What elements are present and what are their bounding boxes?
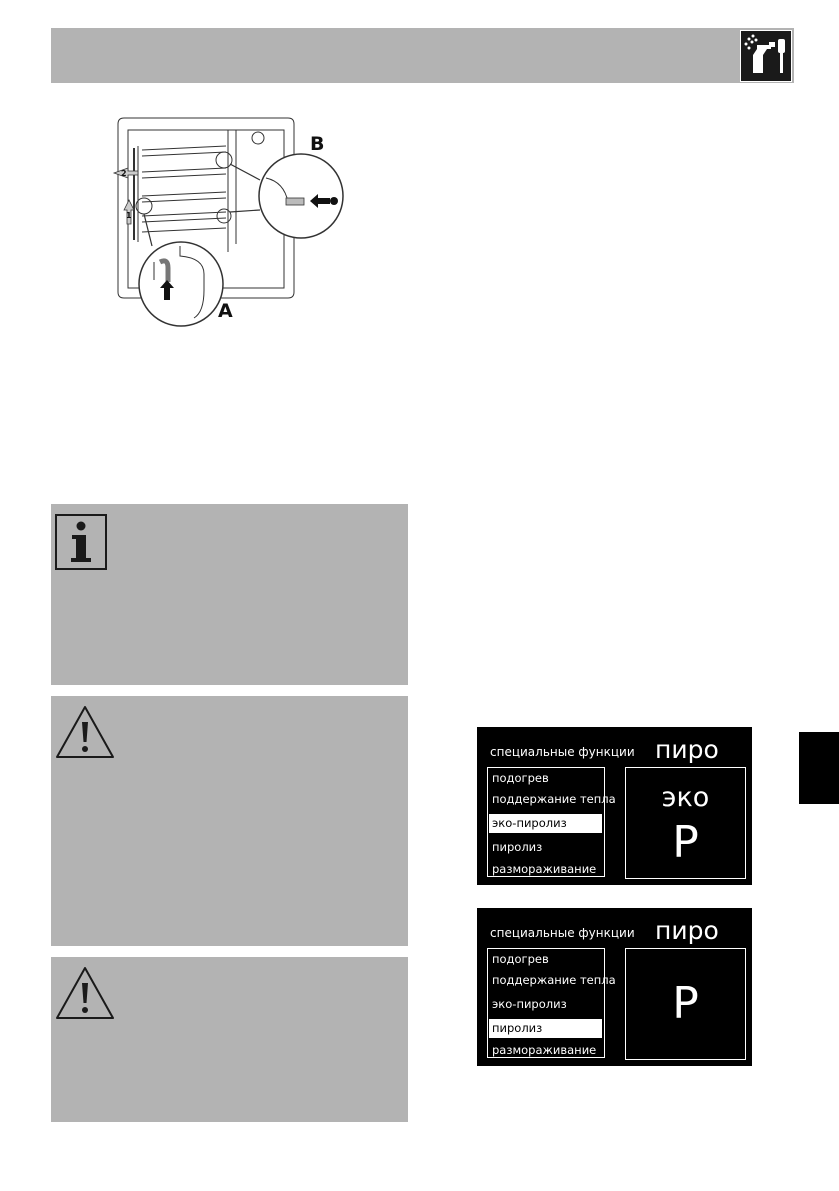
step-2-label: 2 — [121, 169, 127, 178]
list-item[interactable]: подогрев — [492, 771, 549, 785]
display-title: специальные функции — [490, 745, 635, 759]
panel-pyro-symbol: P — [672, 817, 699, 868]
oven-rack-removal-illustration — [108, 112, 358, 330]
list-item-selected[interactable]: пиролиз — [489, 1019, 602, 1038]
label-b: B — [310, 133, 325, 155]
header-bar — [51, 28, 794, 83]
spray-and-screwdriver-icon — [740, 30, 792, 82]
list-item[interactable]: поддержание тепла — [492, 973, 616, 987]
function-preview-panel — [625, 767, 746, 879]
list-item[interactable]: подогрев — [492, 952, 549, 966]
warning-icon — [54, 704, 116, 760]
oven-display-eco-pyrolysis — [477, 727, 752, 885]
section-tab — [799, 732, 839, 804]
info-icon — [55, 514, 107, 570]
function-list — [487, 767, 616, 877]
list-item-selected[interactable]: эко-пиролиз — [489, 814, 602, 833]
info-note-box — [51, 504, 408, 685]
list-item[interactable]: пиролиз — [492, 840, 543, 854]
list-item[interactable]: размораживание — [492, 1043, 597, 1057]
list-item[interactable]: размораживание — [492, 862, 597, 876]
warning-note-box — [51, 696, 408, 946]
function-preview-panel — [625, 948, 746, 1060]
display-mode: пиро — [655, 735, 719, 764]
warning-icon — [54, 965, 116, 1021]
panel-eco-label: эко — [661, 782, 710, 813]
label-a: A — [218, 300, 233, 322]
step-1-label: 1 — [126, 211, 132, 220]
list-item[interactable]: поддержание тепла — [492, 792, 616, 806]
warning-note-box — [51, 957, 408, 1122]
display-title: специальные функции — [490, 926, 635, 940]
list-item[interactable]: эко-пиролиз — [492, 997, 567, 1011]
function-list — [487, 948, 616, 1058]
oven-display-pyrolysis — [477, 908, 752, 1066]
panel-pyro-symbol: P — [672, 978, 699, 1029]
display-mode: пиро — [655, 916, 719, 945]
